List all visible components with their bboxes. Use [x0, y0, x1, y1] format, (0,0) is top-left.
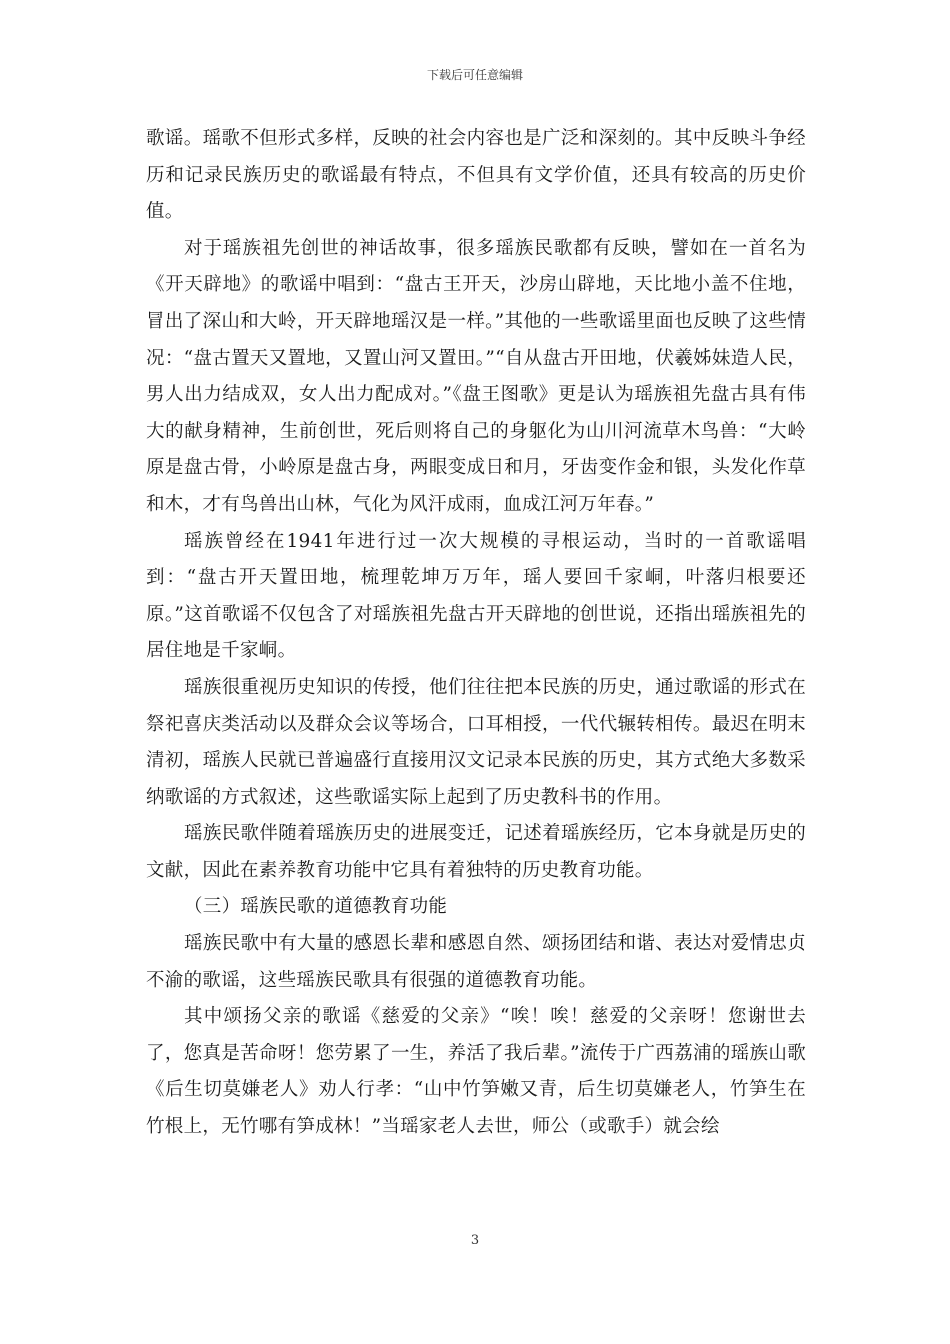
page-header: 下载后可任意编辑 — [426, 68, 523, 82]
paragraph-moral-songs: 瑶族民歌中有大量的感恩长辈和感恩自然、颂扬团结和谐、表达对爱情忠贞不渝的歌谣，这些瑶族民歌具有很强的道德教育功能。 — [146, 933, 806, 991]
paragraph-history-transmission: 瑶族很重视历史知识的传授，他们往往把本民族的历史，通过歌谣的形式在祭祀喜庆类活动以及群众会议等场合，口耳相授，一代代辗转相传。最迟在明末清初，瑶族人民就已普遍盛行直接用汉文记录本民族的历史，其方式绝大多数采纳歌谣的方式叙述，这些歌谣实际上起到了历史教科书的作用。 — [146, 676, 806, 808]
paragraph-history-education: 瑶族民歌伴随着瑶族历史的进展变迁，记述着瑶族经历，它本身就是历史的文献，因此在素养教育功能中它具有着独特的历史教育功能。 — [146, 823, 806, 881]
section-heading-moral-education: （三）瑶族民歌的道德教育功能 — [184, 896, 448, 918]
page-number: 3 — [470, 1233, 480, 1248]
document-body — [146, 121, 806, 1146]
paragraph-creation-myth: 对于瑶族祖先创世的神话故事，很多瑶族民歌都有反映，譬如在一首名为《开天辟地》的歌谣中唱到：“盘古王开天，沙房山辟地，天比地小盖不住地，冒出了深山和大岭，开天辟地瑶汉是一样。”其他的一些歌谣里面也反映了这些情况：“盘古置天又置地，又置山河又置田。”“自从盘古开田地，伏羲姊妹造人民，男人出力结成双，女人出力配成对。”《盘王图歌》更是认为瑶族祖先盘古具有伟大的献身精神，生前创世，死后则将自己的身躯化为山川河流草木鸟兽：“大岭原是盘古骨，小岭原是盘古身，两眼变成日和月，牙齿变作金和银，头发化作草和木，才有鸟兽出山林，气化为风汗成雨，血成江河万年春。” — [146, 237, 806, 515]
paragraph-continuation: 歌谣。瑶歌不但形式多样，反映的社会内容也是广泛和深刻的。其中反映斗争经历和记录民族历史的歌谣最有特点，不但具有文学价值，还具有较高的历史价值。 — [146, 128, 806, 223]
paragraph-father-song: 其中颂扬父亲的歌谣《慈爱的父亲》“唉！唉！慈爱的父亲呀！您谢世去了，您真是苦命呀！您劳累了一生，养活了我后辈。”流传于广西荔浦的瑶族山歌《后生切莫嫌老人》劝人行孝：“山中竹笋嫩又青，后生切莫嫌老人，竹笋生在竹根上，无竹哪有笋成林！”当瑶家老人去世，师公（或歌手）就会绘 — [146, 1006, 806, 1138]
paragraph-root-seeking: 瑶族曾经在1941年进行过一次大规模的寻根运动，当时的一首歌谣唱到：“盘古开天置田地，梳理乾坤万万年，瑶人要回千家峒，叶落归根要还原。”这首歌谣不仅包含了对瑶族祖先盘古开天辟地的创世说，还指出瑶族祖先的居住地是千家峒。 — [146, 530, 806, 662]
